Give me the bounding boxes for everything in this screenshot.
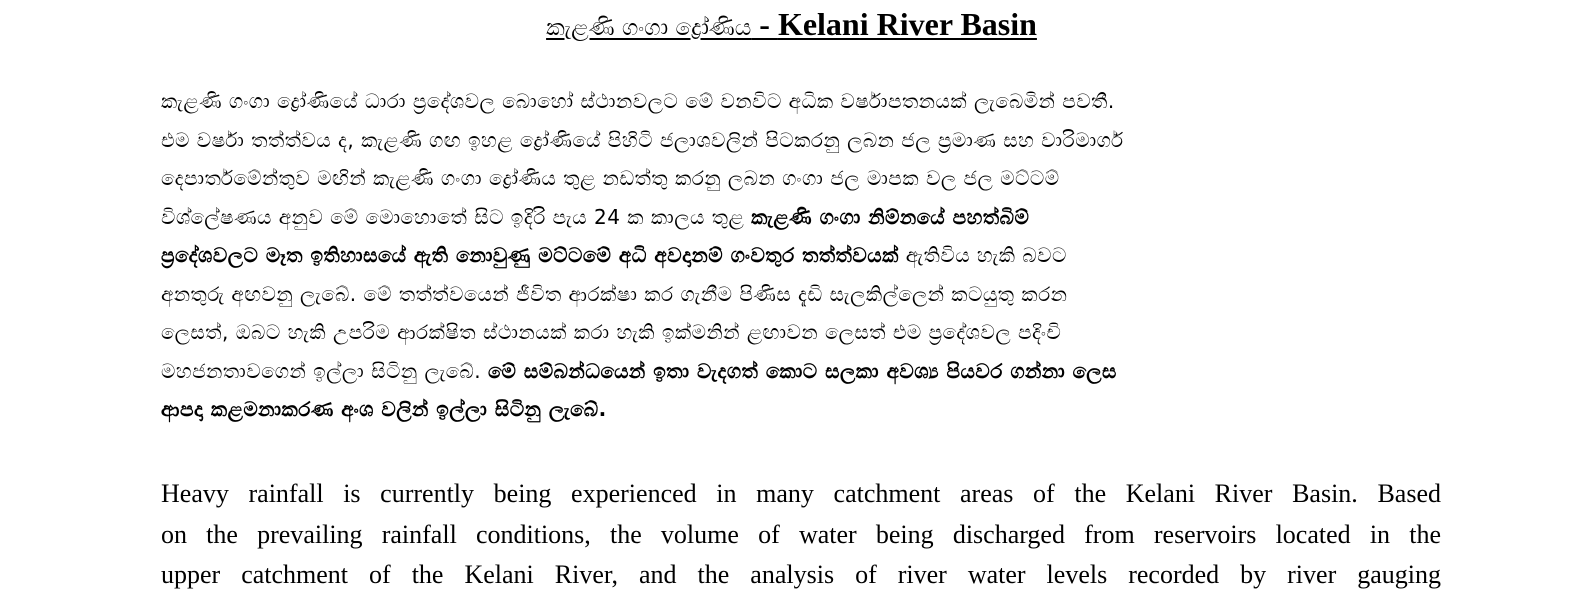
english-line-1: Heavy rainfall is currently being experienced in many catchment areas of the Kelani River Basin. Based: [161, 479, 1441, 508]
english-line-2: on the prevailing rainfall conditions, the volume of water being discharged from reservoirs located in the: [161, 519, 1441, 549]
sinhala-line-3: [161, 159, 1441, 198]
english-paragraph: [161, 474, 1441, 596]
sinhala-line-5: [161, 236, 1441, 275]
text-run: විශ්ලේෂණය අනුව මේ මොහොතේ සිට ඉදිරි පැය 24 ක කාලය තුළ: [161, 204, 752, 229]
title-separator: -: [751, 6, 778, 42]
sinhala-line-2: [161, 121, 1441, 160]
sinhala-line-9: [161, 390, 1441, 429]
text-run: අනතුරු අඟවනු ලැබේ. මේ තත්ත්වයෙන් ජීවිත ආරක්ෂා කර ගැනීම පිණිස දැඩි සැලකිල්ලෙන් කටයුතු කරන: [161, 281, 1068, 306]
english-line-3: upper catchment of the Kelani River, and the analysis of river water levels recorded by river gauging: [161, 560, 1441, 589]
sinhala-line-6: [161, 275, 1441, 314]
bold-text-run: කැළණි ගංගා නිම්නයේ පහත්බිම්: [751, 204, 1030, 229]
text-run: මහජනතාවගෙන් ඉල්ලා සිටිනු ලැබේ.: [161, 358, 488, 383]
title-english: Kelani River Basin: [777, 6, 1037, 42]
text-run: කැළණි ගංගා ද්‍රෝණියේ ධාරා ප්‍රදේශවල බොහෝ ස්ථානවලට මේ වනවිට අධික වර්ෂාපතනයක් ලැබෙමින් පවතී.: [161, 89, 1115, 113]
title-sinhala: කැළණි ගංගා ද්‍රෝණිය: [546, 15, 752, 41]
sinhala-line-8: [161, 352, 1441, 391]
text-run: එම වර්ෂා තත්ත්වය ද, කැළණි ගඟ ඉහළ ද්‍රෝණියේ පිහිටි ජලාශවලින් පිටකරනු ලබන ජල ප්‍රමාණ සහ වාරිමාර්ග: [161, 127, 1124, 152]
sinhala-paragraph: [161, 82, 1441, 429]
sinhala-line-1: [161, 82, 1441, 121]
text-run: ලෙසත්, ඔබට හැකි උපරිම ආරක්ෂිත ස්ථානයක් කරා හැකි ඉක්මනින් ළඟාවන ලෙසත් එම ප්‍රදේශවල පදිංචි: [161, 320, 1062, 344]
bold-text-run: ප්‍රදේශවලට මෑත ඉතිහාසයේ ඇති නොවුණු මට්ටමේ අධි අවදානම් ගංවතුර තත්ත්වයක්: [161, 243, 899, 267]
text-run: දෙපාර්තමේන්තුව මඟින් කැළණි ගංගා ද්‍රෝණිය තුළ නඩත්තු කරනු ලබන ගංගා ජල මාපක වල ජල මට්ටම්: [161, 166, 1060, 190]
bold-text-run: ආපදා කළමනාකරණ අංශ වලින් ඉල්ලා සිටිනු ලැබේ.: [161, 397, 607, 421]
document-title: [0, 4, 1583, 48]
sinhala-line-4: [161, 198, 1441, 237]
sinhala-line-7: [161, 313, 1441, 352]
text-run: ඇතිවිය හැකි බවට: [898, 243, 1067, 267]
bold-text-run: මේ සම්බන්ධයෙන් ඉතා වැදගත් කොට සලකා අවශ්‍ය පියවර ගන්නා ලෙස: [487, 358, 1117, 383]
